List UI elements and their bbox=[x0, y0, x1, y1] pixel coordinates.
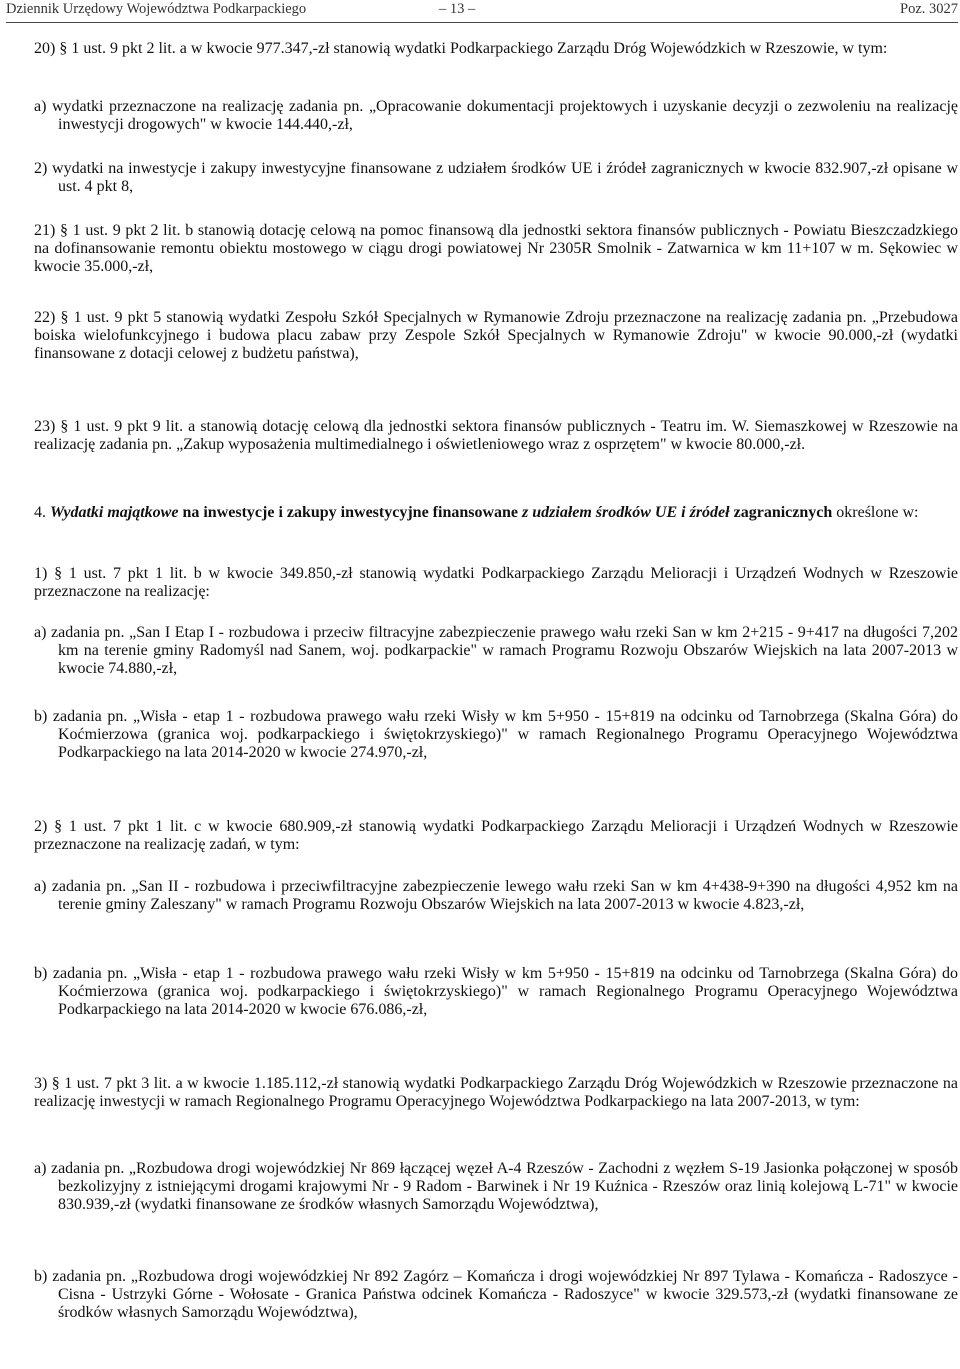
section-4-bold-italic-2: z udziałem środków UE i źródeł bbox=[522, 504, 730, 521]
journal-title: Dziennik Urzędowy Województwa Podkarpackiego bbox=[6, 1, 307, 17]
item-20-2: 2) wydatki na inwestycje i zakupy inwestycyjne finansowane z udziałem środków UE i źródeł zagranicznych w kwocie 832.907,-zł opisane w ust. 4 pkt 8, bbox=[34, 160, 958, 195]
section-4-bold-italic-1: Wydatki majątkowe bbox=[50, 504, 179, 521]
item-23: 23) § 1 ust. 9 pkt 9 lit. a stanowią dotację celową dla jednostki sektora finansów publicznych - Teatru im. W. Siemaszkowej w Rzeszowie na realizację zadania pn. „Zakup wyposażenia multimedialnego i oświetleniowego wraz z osprzętem" w kwocie 80.000,-zł. bbox=[34, 418, 958, 453]
section-4-number: 4. bbox=[34, 504, 46, 521]
point-3-a: a) zadania pn. „Rozbudowa drogi wojewódzkiej Nr 869 łączącej węzeł A-4 Rzeszów - Zachodni z węzłem S-19 Jasionka połączonej w sposób bezkolizyjny z istniejącymi drogami krajowymi Nr - 9 Radom - Barwinek i Nr 19 Kuźnica - Rzeszów oraz linią kolejową L-71" w kwocie 830.939,-zł (wydatki finansowane ze środków własnych Samorządu Województwa), bbox=[34, 1160, 958, 1213]
point-3: 3) § 1 ust. 7 pkt 3 lit. a w kwocie 1.185.112,-zł stanowią wydatki Podkarpackiego Zarządu Dróg Wojewódzkich w Rzeszowie przeznaczone na realizację inwestycji w ramach Regionalnego Programu Operacyjnego Województwa Podkarpackiego na lata 2007-2013, w tym: bbox=[34, 1075, 958, 1110]
point-2: 2) § 1 ust. 7 pkt 1 lit. c w kwocie 680.909,-zł stanowią wydatki Podkarpackiego Zarządu Melioracji i Urządzeń Wodnych w Rzeszowie przeznaczone na realizację zadań, w tym: bbox=[34, 818, 958, 853]
section-4-bold-2: zagranicznych bbox=[733, 504, 833, 521]
point-1: 1) § 1 ust. 7 pkt 1 lit. b w kwocie 349.850,-zł stanowią wydatki Podkarpackiego Zarządu Melioracji i Urządzeń Wodnych w Rzeszowie przeznaczone na realizację: bbox=[34, 565, 958, 600]
item-20: 20) § 1 ust. 9 pkt 2 lit. a w kwocie 977.347,-zł stanowią wydatki Podkarpackiego Zarządu Dróg Wojewódzkich w Rzeszowie, w tym: bbox=[34, 40, 888, 57]
position-number: Poz. 3027 bbox=[900, 1, 958, 17]
section-4-heading bbox=[34, 504, 958, 522]
section-4-rest: określone w: bbox=[836, 504, 919, 521]
point-2-b: b) zadania pn. „Wisła - etap 1 - rozbudowa prawego wału rzeki Wisły w km 5+950 - 15+819 na odcinku od Tarnobrzega (Skalna Góra) do Koćmierzowa (granica woj. podkarpackiego i świętokrzyskiego)" w ramach Regionalnego Programu Operacyjnego Województwa Podkarpackiego na lata 2014-2020 w kwocie 676.086,-zł, bbox=[34, 965, 958, 1018]
page-number: – 13 – bbox=[439, 1, 476, 17]
page-header bbox=[6, 0, 958, 23]
point-2-a: a) zadania pn. „San II - rozbudowa i przeciwfiltracyjne zabezpieczenie lewego wału rzeki San w km 4+438-9+390 na długości 4,952 km na terenie gminy Zaleszany" w ramach Programu Rozwoju Obszarów Wiejskich na lata 2007-2013 w kwocie 4.823,-zł, bbox=[34, 878, 958, 913]
point-3-b: b) zadania pn. „Rozbudowa drogi wojewódzkiej Nr 892 Zagórz – Komańcza i drogi wojewódzkiej Nr 897 Tylawa - Komańcza - Radoszyce - Cisna - Ustrzyki Górne - Wołosate - Granica Państwa odcinek Komańcza - Radoszyce" w kwocie 329.573,-zł (wydatki finansowane ze środków własnych Samorządu Województwa), bbox=[34, 1268, 958, 1321]
item-22: 22) § 1 ust. 9 pkt 5 stanowią wydatki Zespołu Szkół Specjalnych w Rymanowie Zdroju przeznaczone na realizację zadania pn. „Przebudowa boiska wielofunkcyjnego i budowa placu zabaw przy Zespole Szkół Specjalnych w Rymanowie Zdroju" w kwocie 90.000,-zł (wydatki finansowane z dotacji celowej z budżetu państwa), bbox=[34, 309, 958, 362]
section-4-bold-1: na inwestycje i zakupy inwestycyjne finansowane bbox=[182, 504, 519, 521]
point-1-a: a) zadania pn. „San I Etap I - rozbudowa i przeciw filtracyjne zabezpieczenie prawego wału rzeki San w km 2+215 - 9+417 na długości 7,202 km na terenie gminy Radomyśl nad Sanem, woj. podkarpackie" w ramach Programu Rozwoju Obszarów Wiejskich na lata 2007-2013 w kwocie 74.880,-zł, bbox=[34, 624, 958, 677]
item-20-a: a) wydatki przeznaczone na realizację zadania pn. „Opracowanie dokumentacji projektowych i uzyskanie decyzji o zezwoleniu na realizację inwestycji drogowych" w kwocie 144.440,-zł, bbox=[34, 98, 958, 133]
item-21: 21) § 1 ust. 9 pkt 2 lit. b stanowią dotację celową na pomoc finansową dla jednostki sektora finansów publicznych - Powiatu Bieszczadzkiego na dofinansowanie remontu obiektu mostowego w ciągu drogi powiatowej Nr 2305R Smolnik - Zatwarnica w km 11+107 w m. Sękowiec w kwocie 35.000,-zł, bbox=[34, 222, 958, 275]
point-1-b: b) zadania pn. „Wisła - etap 1 - rozbudowa prawego wału rzeki Wisły w km 5+950 - 15+819 na odcinku od Tarnobrzega (Skalna Góra) do Koćmierzowa (granica woj. podkarpackiego i świętokrzyskiego)" w ramach Regionalnego Programu Operacyjnego Województwa Podkarpackiego na lata 2014-2020 w kwocie 274.970,-zł, bbox=[34, 708, 958, 761]
